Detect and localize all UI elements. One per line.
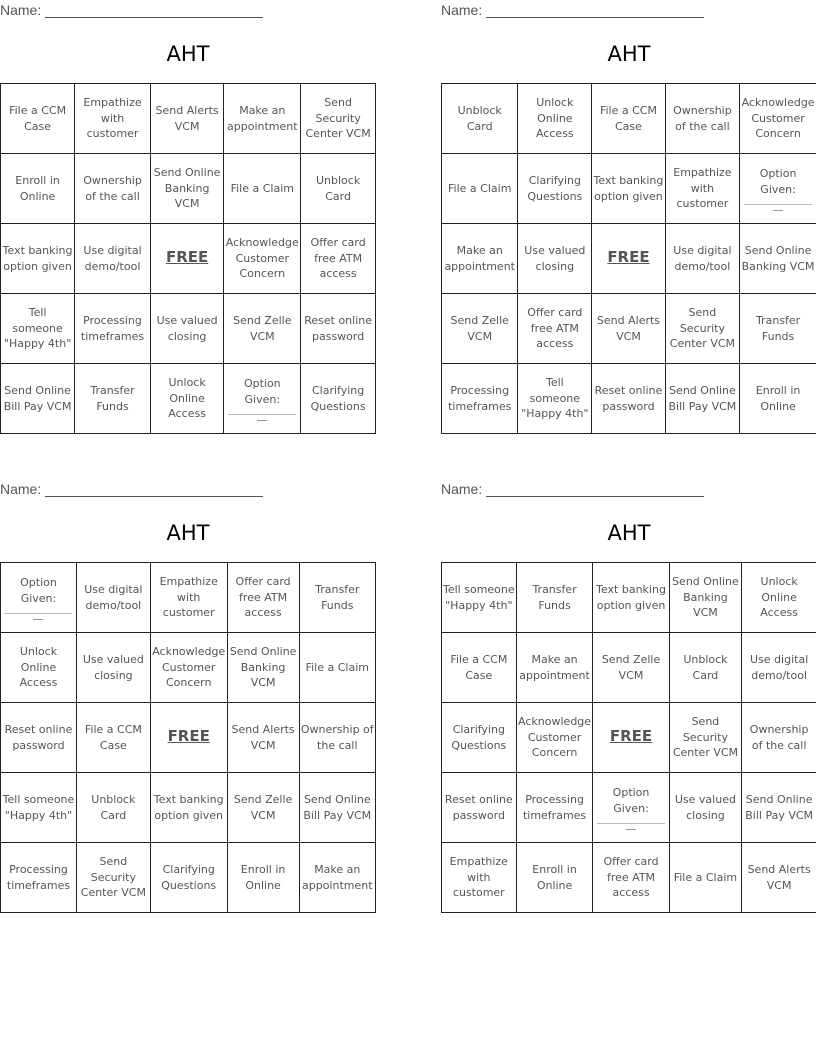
free-space[interactable] xyxy=(593,703,669,773)
grid-row xyxy=(1,224,376,294)
name-label: Name: xyxy=(441,2,483,18)
bingo-cell[interactable] xyxy=(75,294,151,364)
cell-label: Send Online Banking VCM xyxy=(153,166,221,211)
bingo-cell[interactable] xyxy=(299,843,375,913)
cell-label: File a Claim xyxy=(305,660,369,674)
name-field xyxy=(441,2,704,18)
bingo-cell[interactable] xyxy=(150,294,223,364)
cell-label: Clarifying Questions xyxy=(451,723,507,752)
cell-label: Offer card free ATM access xyxy=(527,306,583,351)
cell-label: Send Zelle VCM xyxy=(601,653,661,682)
cell-label: Send Online Bill Pay VCM xyxy=(745,793,814,822)
cell-label: Ownership of the call xyxy=(83,174,142,203)
bingo-cell[interactable] xyxy=(1,294,75,364)
grid-row xyxy=(1,563,376,633)
option-input-line[interactable] xyxy=(4,613,72,614)
cell-label: Send Alerts VCM xyxy=(231,723,295,752)
bingo-cell[interactable] xyxy=(442,364,518,434)
option-given-label: Option Given: xyxy=(759,167,797,196)
cell-label: Ownership of the call xyxy=(300,723,374,752)
cell-label: Tell someone "Happy 4th" xyxy=(3,306,72,351)
cell-label: File a CCM Case xyxy=(84,723,142,752)
cell-label: Send Alerts VCM xyxy=(596,314,661,343)
bingo-cell[interactable] xyxy=(301,364,376,434)
bingo-cell[interactable] xyxy=(518,294,592,364)
name-field xyxy=(0,481,263,497)
cell-label: Transfer Funds xyxy=(90,384,135,413)
grid-row xyxy=(442,224,816,294)
cell-label: Acknowledge Customer Concern xyxy=(225,236,299,281)
cell-label: Acknowledge Customer Concern xyxy=(518,715,592,760)
cell-label: Send Online Bill Pay VCM xyxy=(3,384,72,413)
grid-row xyxy=(442,843,816,913)
name-field xyxy=(0,2,263,18)
bingo-cell[interactable] xyxy=(742,563,816,633)
free-space[interactable] xyxy=(592,224,665,294)
bingo-cell[interactable] xyxy=(592,154,665,224)
bingo-cell[interactable] xyxy=(299,703,375,773)
bingo-cell[interactable] xyxy=(442,843,517,913)
bingo-cell[interactable] xyxy=(1,633,77,703)
cell-label: Make an appointment xyxy=(444,244,515,273)
bingo-cell[interactable] xyxy=(1,224,75,294)
option-dash xyxy=(257,420,267,421)
cell-label: Clarifying Questions xyxy=(161,863,217,892)
cell-label: Send Security Center VCM xyxy=(669,306,736,351)
bingo-cell[interactable] xyxy=(742,703,816,773)
bingo-cell[interactable] xyxy=(227,563,299,633)
free-label: FREE xyxy=(167,727,210,746)
bingo-cell[interactable] xyxy=(299,563,375,633)
bingo-cell[interactable] xyxy=(75,364,151,434)
cell-label: Unblock Card xyxy=(91,793,136,822)
cell-label: Tell someone "Happy 4th" xyxy=(521,376,589,421)
bingo-cell[interactable] xyxy=(75,154,151,224)
cell-label: File a CCM Case xyxy=(9,104,67,133)
bingo-cell[interactable] xyxy=(1,703,77,773)
cell-label: Make an appointment xyxy=(519,653,590,682)
cell-label: Reset online password xyxy=(4,723,73,752)
bingo-cell[interactable] xyxy=(299,633,375,703)
bingo-cell[interactable] xyxy=(669,773,742,843)
bingo-cell[interactable] xyxy=(150,633,227,703)
cell-label: Transfer Funds xyxy=(315,583,360,612)
cell-label: Send Security Center VCM xyxy=(80,855,146,900)
cell-label: Tell someone "Happy 4th" xyxy=(2,793,75,822)
cell-label: Make an appointment xyxy=(227,104,298,133)
name-label: Name: xyxy=(0,2,42,18)
cell-label: Unlock Online Access xyxy=(19,645,58,690)
option-input-line[interactable] xyxy=(597,823,665,824)
cell-label: File a CCM Case xyxy=(599,104,657,133)
grid-row xyxy=(1,843,376,913)
bingo-cell[interactable] xyxy=(742,633,816,703)
cell-label: Enroll in Online xyxy=(15,174,60,203)
cell-label: Ownership of the call xyxy=(673,104,732,133)
grid-row xyxy=(442,703,816,773)
bingo-cell[interactable] xyxy=(1,154,75,224)
bingo-cell[interactable] xyxy=(224,294,301,364)
grid-row xyxy=(442,154,816,224)
cell-label: Text banking option given xyxy=(153,793,224,822)
cell-label: Unblock Card xyxy=(316,174,361,203)
bingo-cell[interactable] xyxy=(669,843,742,913)
cell-label: Use valued closing xyxy=(82,653,144,682)
cell-label: File a Claim xyxy=(448,181,512,195)
bingo-cell[interactable] xyxy=(224,84,301,154)
option-given-cell[interactable] xyxy=(593,773,669,843)
cell-label: Send Alerts VCM xyxy=(155,104,219,133)
bingo-grid xyxy=(0,562,376,913)
bingo-cell[interactable] xyxy=(593,633,669,703)
bingo-cell[interactable] xyxy=(150,563,227,633)
cell-label: Send Online Bill Pay VCM xyxy=(668,384,737,413)
bingo-cell[interactable] xyxy=(665,84,739,154)
cell-label: Send Zelle VCM xyxy=(450,314,509,343)
name-field xyxy=(441,481,704,497)
cell-label: Transfer Funds xyxy=(532,583,577,612)
card-title: AHT xyxy=(166,521,210,545)
cell-label: Enroll in Online xyxy=(532,863,577,892)
bingo-cell[interactable] xyxy=(516,773,593,843)
cell-label: Processing timeframes xyxy=(6,863,71,892)
bingo-cell[interactable] xyxy=(516,633,593,703)
cell-label: Send Online Banking VCM xyxy=(672,575,739,620)
cell-label: Make an appointment xyxy=(302,863,373,892)
bingo-cell[interactable] xyxy=(442,154,518,224)
cell-label: Acknowledge Customer Concern xyxy=(741,96,815,141)
bingo-cell[interactable] xyxy=(150,843,227,913)
bingo-cell[interactable] xyxy=(227,703,299,773)
cell-label: Use digital demo/tool xyxy=(750,653,809,682)
bingo-cell[interactable] xyxy=(227,843,299,913)
option-dash xyxy=(773,210,783,211)
option-input-line[interactable] xyxy=(744,204,812,205)
bingo-cell[interactable] xyxy=(150,364,223,434)
cell-label: Unblock Card xyxy=(683,653,728,682)
bingo-cell[interactable] xyxy=(518,154,592,224)
bingo-cell[interactable] xyxy=(665,364,739,434)
bingo-cell[interactable] xyxy=(1,773,77,843)
bingo-cell[interactable] xyxy=(665,294,739,364)
bingo-grid xyxy=(0,83,376,434)
bingo-cell[interactable] xyxy=(669,563,742,633)
bingo-cell[interactable] xyxy=(227,633,299,703)
card-title: AHT xyxy=(166,42,210,66)
name-label: Name: xyxy=(441,481,483,497)
bingo-cell[interactable] xyxy=(665,224,739,294)
name-line[interactable] xyxy=(486,3,704,18)
cell-label: Use digital demo/tool xyxy=(83,244,142,273)
bingo-cell[interactable] xyxy=(740,224,816,294)
cell-label: Text banking option given xyxy=(593,174,664,203)
option-input-line[interactable] xyxy=(228,414,296,415)
bingo-cell[interactable] xyxy=(442,633,517,703)
cell-label: Transfer Funds xyxy=(755,314,801,343)
free-space[interactable] xyxy=(150,224,223,294)
grid-row xyxy=(442,563,816,633)
bingo-cell[interactable] xyxy=(442,294,518,364)
bingo-cell[interactable] xyxy=(301,84,376,154)
bingo-cell[interactable] xyxy=(592,294,665,364)
free-label: FREE xyxy=(609,727,653,746)
bingo-cell[interactable] xyxy=(301,154,376,224)
cell-label: Processing timeframes xyxy=(448,384,512,413)
cell-label: Offer card free ATM access xyxy=(235,575,291,620)
bingo-cell[interactable] xyxy=(1,843,77,913)
bingo-cell[interactable] xyxy=(592,84,665,154)
cell-label: Processing timeframes xyxy=(80,314,145,343)
cell-label: Send Online Bill Pay VCM xyxy=(303,793,372,822)
grid-row xyxy=(1,703,376,773)
option-given-label: Option Given: xyxy=(20,576,57,605)
cell-label: Empathize with customer xyxy=(159,575,218,620)
bingo-cell[interactable] xyxy=(742,843,816,913)
cell-label: Tell someone "Happy 4th" xyxy=(443,583,515,612)
bingo-cell[interactable] xyxy=(224,154,301,224)
bingo-cell[interactable] xyxy=(442,773,517,843)
bingo-cell[interactable] xyxy=(740,364,816,434)
bingo-cell[interactable] xyxy=(224,224,301,294)
name-label: Name: xyxy=(0,481,42,497)
cell-label: Send Security Center VCM xyxy=(305,96,371,141)
free-label: FREE xyxy=(165,248,209,267)
bingo-cell[interactable] xyxy=(740,294,816,364)
cell-label: Use valued closing xyxy=(674,793,736,822)
free-space[interactable] xyxy=(150,703,227,773)
cell-label: File a Claim xyxy=(230,181,294,195)
cell-label: File a CCM Case xyxy=(450,653,508,682)
bingo-cell[interactable] xyxy=(593,843,669,913)
name-line[interactable] xyxy=(486,482,704,497)
bingo-cell[interactable] xyxy=(442,84,518,154)
grid-row xyxy=(442,294,816,364)
option-given-cell[interactable] xyxy=(1,563,77,633)
cell-label: Use valued closing xyxy=(524,244,586,273)
free-label: FREE xyxy=(607,248,650,267)
grid-row xyxy=(1,294,376,364)
cell-label: Send Alerts VCM xyxy=(747,863,811,892)
name-line[interactable] xyxy=(45,3,263,18)
cell-label: Use digital demo/tool xyxy=(673,244,732,273)
cell-label: Empathize with customer xyxy=(673,166,732,211)
bingo-cell[interactable] xyxy=(442,563,517,633)
cell-label: Enroll in Online xyxy=(755,384,801,413)
option-given-label: Option Given: xyxy=(612,786,650,815)
card-title: AHT xyxy=(607,521,651,545)
bingo-cell[interactable] xyxy=(150,773,227,843)
cell-label: Text banking option given xyxy=(2,244,73,273)
bingo-cell[interactable] xyxy=(301,294,376,364)
bingo-grid xyxy=(441,562,816,913)
grid-row xyxy=(1,364,376,434)
option-given-label: Option Given: xyxy=(243,377,281,406)
bingo-cell[interactable] xyxy=(742,773,816,843)
cell-label: Empathize with customer xyxy=(83,96,142,141)
card-title: AHT xyxy=(607,42,651,66)
bingo-cell[interactable] xyxy=(669,703,742,773)
cell-label: Unlock Online Access xyxy=(168,376,206,421)
cell-label: Ownership of the call xyxy=(749,723,809,752)
cell-label: Clarifying Questions xyxy=(310,384,366,413)
bingo-cell[interactable] xyxy=(150,154,223,224)
cell-label: File a Claim xyxy=(673,870,738,884)
bingo-cell[interactable] xyxy=(518,364,592,434)
bingo-cell[interactable] xyxy=(76,563,150,633)
bingo-cell[interactable] xyxy=(75,84,151,154)
bingo-cell[interactable] xyxy=(301,224,376,294)
bingo-cell[interactable] xyxy=(518,84,592,154)
cell-label: Offer card free ATM access xyxy=(310,236,366,281)
cell-label: Send Online Banking VCM xyxy=(229,645,297,690)
cell-label: Use digital demo/tool xyxy=(84,583,143,612)
grid-row xyxy=(442,84,816,154)
cell-label: Clarifying Questions xyxy=(527,174,583,203)
cell-label: Send Online Banking VCM xyxy=(741,244,815,273)
cell-label: Enroll in Online xyxy=(240,863,286,892)
cell-label: Unlock Online Access xyxy=(536,96,574,141)
grid-row xyxy=(442,773,816,843)
bingo-cell[interactable] xyxy=(75,224,151,294)
bingo-cell[interactable] xyxy=(299,773,375,843)
bingo-cell[interactable] xyxy=(442,224,518,294)
bingo-cell[interactable] xyxy=(76,633,150,703)
bingo-cell[interactable] xyxy=(516,703,593,773)
grid-row xyxy=(442,364,816,434)
cell-label: Send Zelle VCM xyxy=(233,314,292,343)
bingo-cell[interactable] xyxy=(669,633,742,703)
bingo-cell[interactable] xyxy=(1,364,75,434)
bingo-cell[interactable] xyxy=(76,703,150,773)
cell-label: Unblock Card xyxy=(457,104,502,133)
bingo-cell[interactable] xyxy=(740,84,816,154)
cell-label: Processing timeframes xyxy=(522,793,587,822)
option-given-cell[interactable] xyxy=(740,154,816,224)
cell-label: Use valued closing xyxy=(156,314,218,343)
bingo-grid xyxy=(441,83,816,434)
cell-label: Send Zelle VCM xyxy=(233,793,293,822)
option-given-cell[interactable] xyxy=(224,364,301,434)
bingo-cell[interactable] xyxy=(150,84,223,154)
cell-label: Send Security Center VCM xyxy=(672,715,739,760)
cell-label: Reset online password xyxy=(304,314,372,343)
option-dash xyxy=(33,619,43,620)
cell-label: Text banking option given xyxy=(596,583,666,612)
grid-row xyxy=(1,154,376,224)
bingo-cell[interactable] xyxy=(76,843,150,913)
cell-label: Reset online password xyxy=(444,793,513,822)
bingo-cell[interactable] xyxy=(518,224,592,294)
grid-row xyxy=(1,773,376,843)
grid-row xyxy=(1,633,376,703)
grid-row xyxy=(442,633,816,703)
bingo-cell[interactable] xyxy=(516,843,593,913)
cell-label: Unlock Online Access xyxy=(760,575,798,620)
cell-label: Empathize with customer xyxy=(449,855,508,900)
cell-label: Reset online password xyxy=(594,384,663,413)
bingo-cell[interactable] xyxy=(592,364,665,434)
grid-row xyxy=(1,84,376,154)
bingo-cell[interactable] xyxy=(76,773,150,843)
bingo-cell[interactable] xyxy=(593,563,669,633)
bingo-cell[interactable] xyxy=(442,703,517,773)
bingo-cell[interactable] xyxy=(1,84,75,154)
bingo-cell[interactable] xyxy=(516,563,593,633)
option-dash xyxy=(626,829,636,830)
bingo-cell[interactable] xyxy=(665,154,739,224)
cell-label: Acknowledge Customer Concern xyxy=(152,645,226,690)
name-line[interactable] xyxy=(45,482,263,497)
bingo-cell[interactable] xyxy=(227,773,299,843)
cell-label: Offer card free ATM access xyxy=(603,855,659,900)
